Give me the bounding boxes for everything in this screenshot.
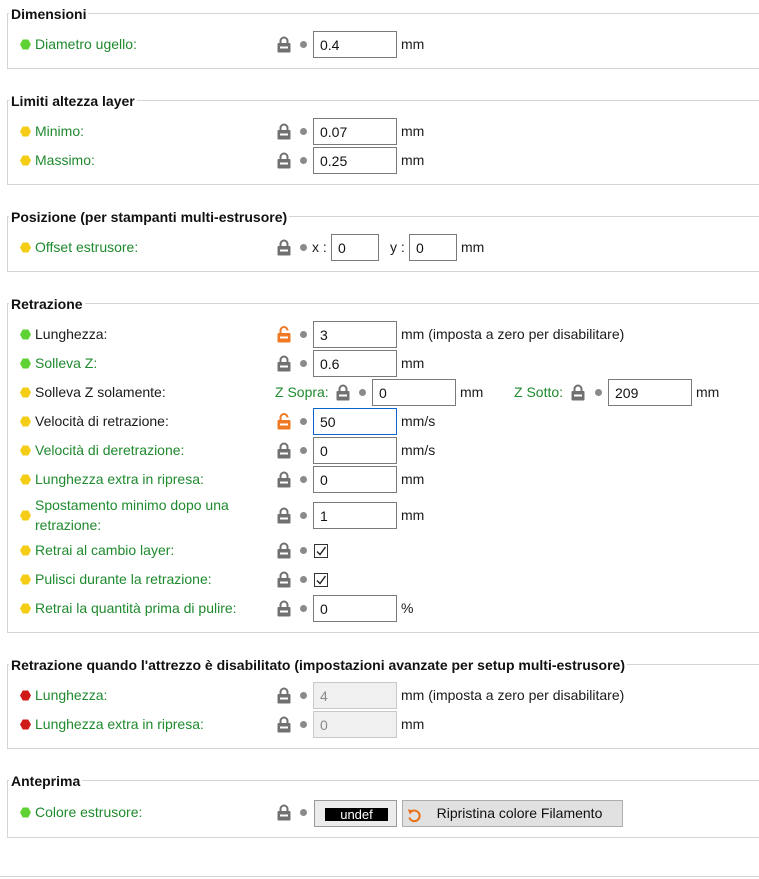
mode-advanced-icon [20,387,31,398]
system-value-dot-icon[interactable] [300,547,307,554]
setting-row-extruder-color [0,799,759,827]
extra-restart-toolchange-input[interactable] [313,711,397,738]
system-value-dot-icon[interactable] [300,809,307,816]
mode-advanced-icon [20,545,31,556]
lock-closed-icon[interactable] [277,123,291,140]
group-title-posizione: Posizione (per stampanti multi-estrusore) [11,209,288,225]
setting-label-line1: Spostamento minimo dopo una [35,497,229,513]
mode-advanced-icon [20,603,31,614]
setting-row-retract-speed [0,408,759,436]
unit-label: mm/s [401,413,436,429]
setting-label: Solleva Z: [35,355,98,371]
lock-open-icon[interactable] [277,326,291,343]
setting-row-retract-layer-change [0,537,759,565]
setting-row-extra-restart-toolchange [0,711,759,739]
z-below-input[interactable] [608,379,692,406]
reset-filament-color-label: Ripristina colore Filamento [436,805,603,821]
lock-closed-icon[interactable] [277,542,291,559]
setting-label: Velocità di retrazione: [35,413,169,429]
mode-advanced-icon [20,126,31,137]
lock-closed-icon[interactable] [277,442,291,459]
system-value-dot-icon[interactable] [300,41,307,48]
system-value-dot-icon[interactable] [359,389,366,396]
lock-closed-icon[interactable] [277,239,291,256]
max-layer-height-input[interactable] [313,147,397,174]
setting-row-wipe [0,566,759,594]
retract-length-input[interactable] [313,321,397,348]
mode-simple-icon [20,329,31,340]
system-value-dot-icon[interactable] [300,331,307,338]
setting-row-nozzle-diameter [0,31,759,59]
lock-closed-icon[interactable] [277,716,291,733]
min-layer-height-input[interactable] [313,118,397,145]
system-value-dot-icon[interactable] [300,360,307,367]
system-value-dot-icon[interactable] [300,244,307,251]
system-value-dot-icon[interactable] [300,512,307,519]
mode-advanced-icon [20,155,31,166]
setting-label: Minimo: [35,123,85,139]
retract-length-toolchange-input[interactable] [313,682,397,709]
nozzle-diameter-input[interactable] [313,31,397,58]
system-value-dot-icon[interactable] [300,128,307,135]
setting-label: Pulisci durante la retrazione: [35,571,212,587]
system-value-dot-icon[interactable] [300,418,307,425]
unit-label: % [401,600,414,616]
lock-closed-icon[interactable] [336,384,350,401]
lock-closed-icon[interactable] [277,152,291,169]
offset-x-input[interactable] [331,234,379,261]
setting-row-lift-z [0,350,759,378]
wipe-checkbox[interactable] [314,573,328,587]
setting-label: Retrai la quantità prima di pulire: [35,600,237,616]
unit-label: mm [461,239,485,255]
retract-speed-input[interactable] [313,408,397,435]
mode-advanced-icon [20,416,31,427]
unit-label: mm [401,716,425,732]
mode-advanced-icon [20,242,31,253]
setting-label: Lunghezza extra in ripresa: [35,471,204,487]
group-title-anteprima: Anteprima [11,773,81,789]
mode-advanced-icon [20,574,31,585]
mode-simple-icon [20,807,31,818]
x-label: x : [312,239,327,255]
unit-label: mm [401,36,425,52]
lock-closed-icon[interactable] [277,36,291,53]
lock-closed-icon[interactable] [277,804,291,821]
unit-label: mm (imposta a zero per disabilitare) [401,687,625,703]
unit-label: mm [401,507,425,523]
setting-row-retract-before-wipe [0,595,759,623]
setting-label: Massimo: [35,152,95,168]
system-value-dot-icon[interactable] [300,447,307,454]
setting-label: Offset estrusore: [35,239,139,255]
setting-row-extruder-offset [0,234,759,262]
unit-label: mm (imposta a zero per disabilitare) [401,326,625,342]
setting-label-line2: retrazione: [35,517,102,533]
system-value-dot-icon[interactable] [300,157,307,164]
mode-expert-icon [20,690,31,701]
retract-layer-change-checkbox[interactable] [314,544,328,558]
lock-closed-icon[interactable] [571,384,585,401]
system-value-dot-icon[interactable] [595,389,602,396]
system-value-dot-icon[interactable] [300,605,307,612]
lift-z-input[interactable] [313,350,397,377]
setting-label: Lunghezza: [35,326,108,342]
setting-row-lift-z-only [0,379,759,407]
lock-open-icon[interactable] [277,413,291,430]
lock-closed-icon[interactable] [277,507,291,524]
setting-label: Colore estrusore: [35,804,143,820]
setting-row-max-layer [0,147,759,175]
deretract-speed-input[interactable] [313,437,397,464]
lock-closed-icon[interactable] [277,471,291,488]
mode-advanced-icon [20,445,31,456]
setting-label: Solleva Z solamente: [35,384,166,400]
group-title-dimensioni: Dimensioni [11,6,87,22]
system-value-dot-icon[interactable] [300,721,307,728]
mode-expert-icon [20,719,31,730]
setting-label: Velocità di deretrazione: [35,442,185,458]
mode-simple-icon [20,39,31,50]
unit-label: mm [460,384,484,400]
unit-label: mm [401,152,425,168]
extra-restart-input[interactable] [313,466,397,493]
offset-y-input[interactable] [409,234,457,261]
z-below-label: Z Sotto: [514,384,564,400]
setting-row-retract-length-toolchange [0,682,759,710]
mode-advanced-icon [20,474,31,485]
min-travel-input[interactable] [313,502,397,529]
retract-before-wipe-input[interactable] [313,595,397,622]
setting-row-min-travel [0,495,759,533]
group-title-retrazione-disabilitato: Retrazione quando l'attrezzo è disabilitato (impostazioni avanzate per setup multi-estrusore) [11,657,625,673]
setting-label: Diametro ugello: [35,36,137,52]
system-value-dot-icon[interactable] [300,576,307,583]
system-value-dot-icon[interactable] [300,476,307,483]
setting-row-extra-restart [0,466,759,494]
color-swatch-text: undef [325,808,388,821]
reset-filament-color-button[interactable] [402,800,623,827]
unit-label: mm/s [401,442,436,458]
group-title-limiti: Limiti altezza layer [11,93,135,109]
y-label: y : [390,239,405,255]
setting-label: Lunghezza: [35,687,108,703]
setting-row-deretract-speed [0,437,759,465]
extruder-color-picker[interactable] [314,800,397,827]
setting-label: Retrai al cambio layer: [35,542,175,558]
unit-label: mm [696,384,720,400]
mode-advanced-icon [20,510,31,521]
setting-row-min-layer [0,118,759,146]
reset-arrow-icon [407,806,422,831]
lock-closed-icon[interactable] [277,687,291,704]
lock-closed-icon[interactable] [277,571,291,588]
lock-closed-icon[interactable] [277,600,291,617]
z-above-label: Z Sopra: [275,384,329,400]
mode-simple-icon [20,358,31,369]
system-value-dot-icon[interactable] [300,692,307,699]
setting-label: Lunghezza extra in ripresa: [35,716,204,732]
lock-closed-icon[interactable] [277,355,291,372]
unit-label: mm [401,471,425,487]
group-title-retrazione: Retrazione [11,296,83,312]
unit-label: mm [401,355,425,371]
unit-label: mm [401,123,425,139]
bottom-divider [0,876,759,877]
setting-row-retract-length [0,321,759,349]
z-above-input[interactable] [372,379,456,406]
